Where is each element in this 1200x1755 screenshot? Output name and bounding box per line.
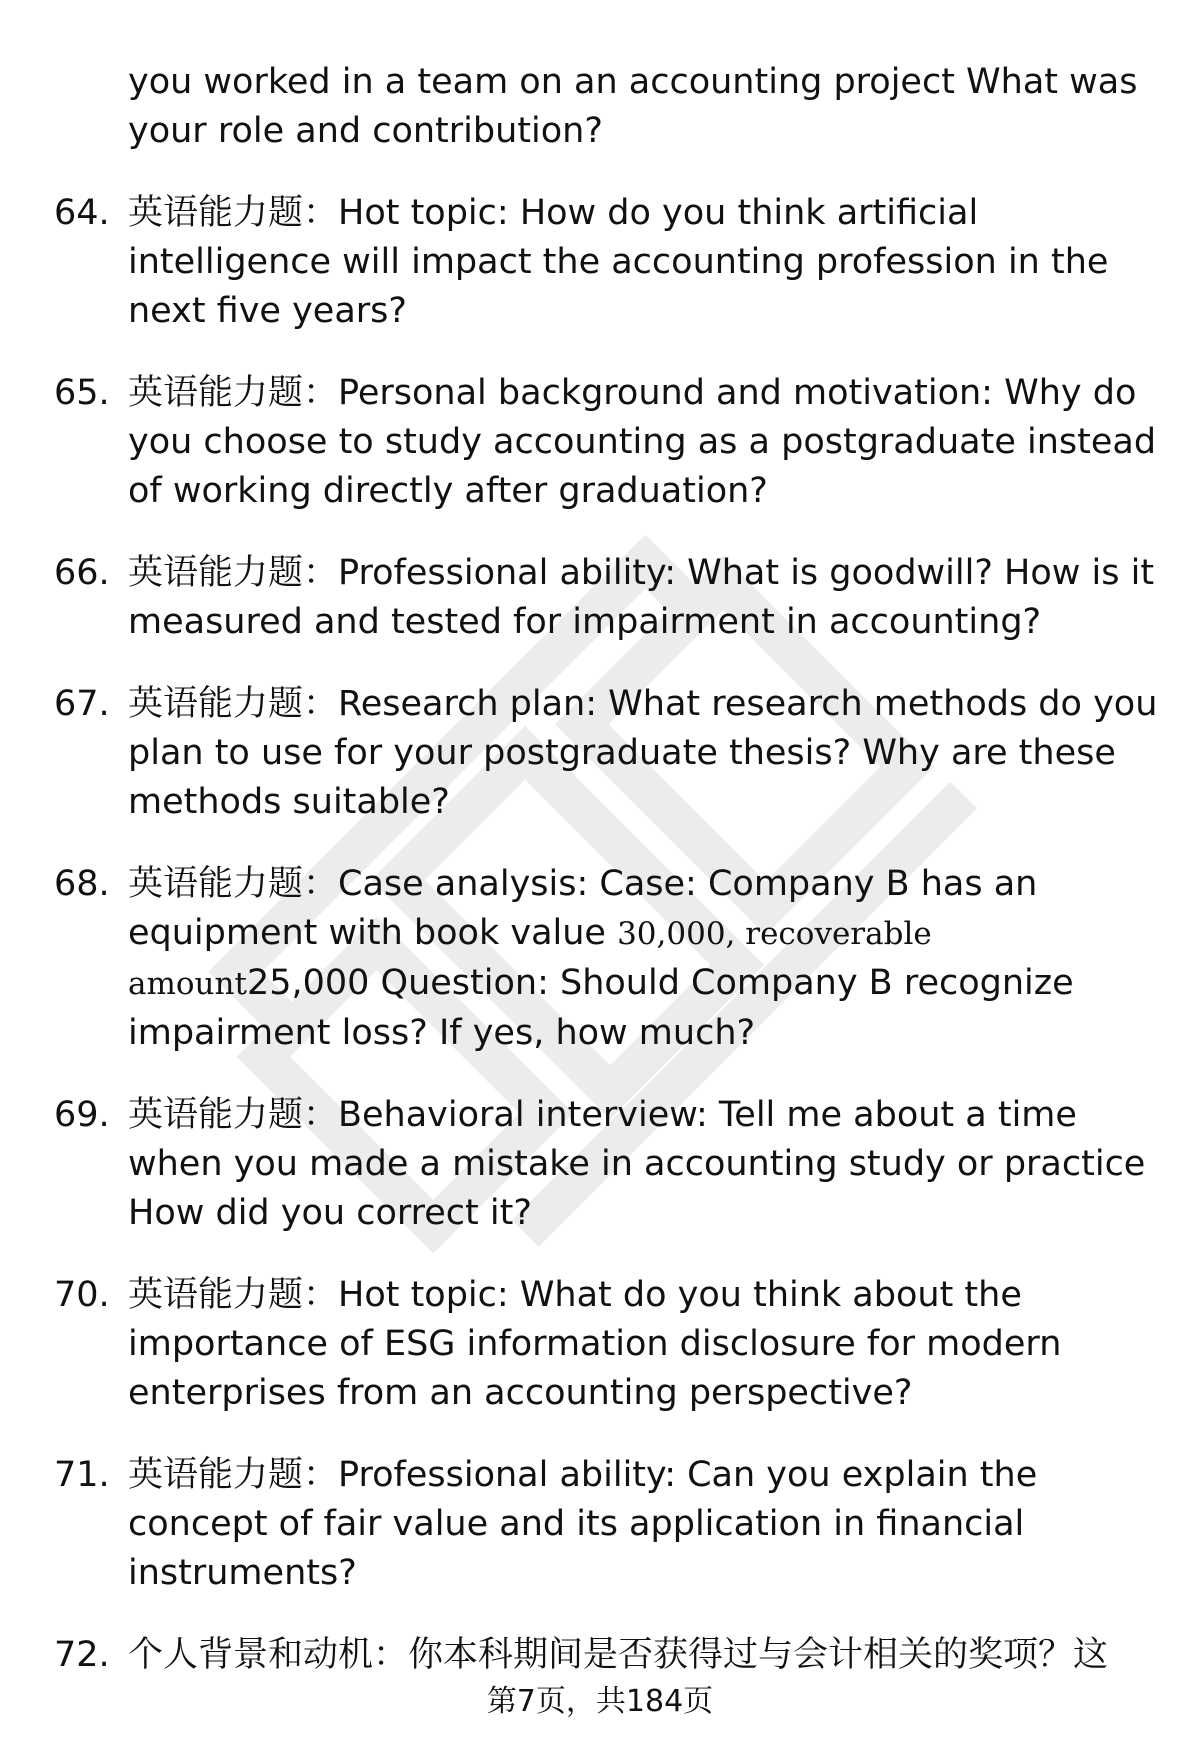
question-text-part: 英语能力题：Case analysis: Case: Company B has an equipment with book value xyxy=(128,864,1038,953)
question-number: 72. xyxy=(54,1635,110,1675)
question-item xyxy=(54,369,1164,516)
question-text: 个人背景和动机：你本科期间是否获得过与会计相关的奖项？这 xyxy=(128,1635,1109,1675)
question-text xyxy=(128,860,1164,1058)
question-number: 71. xyxy=(54,1455,110,1495)
question-item xyxy=(54,549,1164,647)
question-number: 65. xyxy=(54,373,110,413)
question-number: 68. xyxy=(54,864,110,904)
question-text: 英语能力题：Behavioral interview: Tell me about a time when you made a mistake in accounting study or practice How did you correct it? xyxy=(128,1095,1146,1233)
question-text: 英语能力题：Research plan: What research methods do you plan to use for your postgraduate thesis? Why are these methods suitable? xyxy=(128,684,1158,822)
question-text: 英语能力题：Hot topic: How do you think artificial intelligence will impact the accounting profession in the next five years? xyxy=(128,193,1109,331)
question-number: 67. xyxy=(54,684,110,724)
question-text: 英语能力题：Hot topic: What do you think about the importance of ESG information disclosure for modern enterprises from an accounting perspective? xyxy=(128,1275,1062,1413)
question-item xyxy=(54,860,1164,1058)
question-item xyxy=(54,1631,1164,1680)
question-item xyxy=(54,189,1164,336)
question-item xyxy=(54,680,1164,827)
question-text: 英语能力题：Personal background and motivation: Why do you choose to study accounting as a postgraduate instead of working directly after graduation? xyxy=(128,373,1157,511)
question-number: 66. xyxy=(54,553,110,593)
question-item xyxy=(54,1451,1164,1598)
question-text: 英语能力题：Professional ability: What is goodwill? How is it measured and tested for impairment in accounting? xyxy=(128,553,1155,642)
question-list xyxy=(54,58,1164,1713)
question-number: 64. xyxy=(54,193,110,233)
page-footer: 第7页，共184页 xyxy=(486,1684,714,1719)
question-item xyxy=(54,1091,1164,1238)
question-text: 英语能力题：Professional ability: Can you explain the concept of fair value and its application in financial instruments? xyxy=(128,1455,1038,1593)
question-item xyxy=(54,1271,1164,1418)
question-number: 69. xyxy=(54,1095,110,1135)
question-number: 70. xyxy=(54,1275,110,1315)
question-text-serif-part: 30,000, recoverable amount xyxy=(128,916,932,1002)
continued-question-text: you worked in a team on an accounting project What was your role and contribution? xyxy=(128,62,1138,151)
question-text-part: 25,000 Question: Should Company B recognize impairment loss? If yes, how much? xyxy=(128,963,1074,1053)
